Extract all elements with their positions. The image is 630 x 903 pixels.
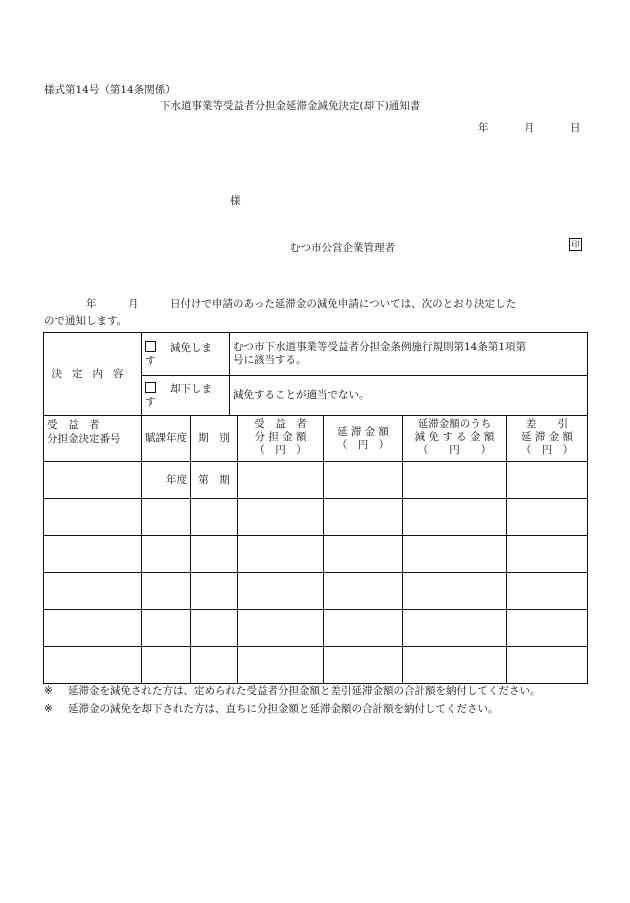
table-cell[interactable] <box>238 647 324 684</box>
table-row <box>44 462 588 499</box>
table-row <box>44 647 588 684</box>
date-month-label: 月 <box>524 122 535 134</box>
reject-option-label: 却下しま す <box>145 383 212 408</box>
cell-share-amount[interactable] <box>238 462 324 499</box>
cell-fiscal-year[interactable]: 年度 <box>142 462 191 499</box>
table-cell[interactable] <box>44 647 142 684</box>
table-cell[interactable] <box>507 536 588 573</box>
note-line-1 <box>44 682 541 700</box>
table-cell[interactable] <box>238 499 324 536</box>
table-cell[interactable] <box>44 499 142 536</box>
header-late-fee: 延 滞 金 額 （ 円 ） <box>324 416 403 462</box>
table-cell[interactable] <box>507 647 588 684</box>
table-cell[interactable] <box>44 610 142 647</box>
reject-checkbox[interactable] <box>145 382 156 393</box>
addressee-suffix: 様 <box>230 195 241 207</box>
header-exempt-amount: 延滞金額のうち 減 免 す る 金 額 （ 円 ） <box>403 416 507 462</box>
issuer-name: むつ市公営企業管理者 <box>290 242 395 254</box>
decision-reason-reject: 減免することが適当でない。 <box>230 376 588 416</box>
cell-net-late-fee[interactable] <box>507 462 588 499</box>
table-cell[interactable] <box>142 499 191 536</box>
table-cell[interactable] <box>403 647 507 684</box>
table-row <box>44 573 588 610</box>
table-cell[interactable] <box>238 610 324 647</box>
table-row <box>44 610 588 647</box>
note-line-2 <box>44 700 541 718</box>
detail-table <box>43 415 588 684</box>
table-cell[interactable] <box>142 536 191 573</box>
body-line-2: ので通知します。 <box>44 315 128 327</box>
table-cell[interactable] <box>238 573 324 610</box>
table-cell[interactable] <box>403 536 507 573</box>
cell-exempt-amount[interactable] <box>403 462 507 499</box>
cell-period[interactable]: 第 期 <box>191 462 238 499</box>
table-cell[interactable] <box>44 536 142 573</box>
approve-checkbox[interactable] <box>145 341 156 352</box>
table-cell[interactable] <box>324 610 403 647</box>
table-row <box>44 536 588 573</box>
note-text: 延滞金を減免された方は、定められた受益者分担金額と差引延滞金額の合計額を納付してください。 <box>68 685 541 697</box>
header-period: 期 別 <box>191 416 238 462</box>
header-share-amount: 受 益 者 分 担 金 額 （ 円 ） <box>238 416 324 462</box>
form-number: 様式第14号（第14条関係） <box>44 84 176 96</box>
table-cell[interactable] <box>507 573 588 610</box>
table-cell[interactable] <box>44 573 142 610</box>
cell-decision-number[interactable] <box>44 462 142 499</box>
body-line-1: 年 月 日付けで申請のあった延滞金の減免申請については、次のとおり決定した <box>44 298 517 310</box>
table-cell[interactable] <box>403 610 507 647</box>
detail-header-row <box>44 416 588 462</box>
table-cell[interactable] <box>403 573 507 610</box>
header-decision-number: 受 益 者 分担金決定番号 <box>44 416 142 462</box>
approve-option-label: 減免しま す <box>145 341 212 367</box>
decision-option-approve <box>142 333 230 376</box>
table-cell[interactable] <box>142 647 191 684</box>
date-day-label: 日 <box>570 122 581 134</box>
note-text: 延滞金の減免を却下された方は、直ちに分担金額と延滞金額の合計額を納付してください。 <box>68 703 499 715</box>
header-net-late-fee: 差 引 延 滞 金 額 （ 円 ） <box>507 416 588 462</box>
date-year-label: 年 <box>478 122 489 134</box>
decision-label: 決定内容 <box>44 333 142 416</box>
table-cell[interactable] <box>324 499 403 536</box>
note-mark: ※ <box>44 703 53 715</box>
table-cell[interactable] <box>191 647 238 684</box>
notice-body <box>44 296 588 330</box>
decision-row-approve <box>44 333 588 376</box>
table-cell[interactable] <box>324 536 403 573</box>
document-title: 下水道事業等受益者分担金延滞金減免決定(却下)通知書 <box>160 100 421 112</box>
table-cell[interactable] <box>142 610 191 647</box>
cell-late-fee[interactable] <box>324 462 403 499</box>
decision-table <box>43 332 588 416</box>
note-mark: ※ <box>44 685 53 697</box>
table-cell[interactable] <box>324 573 403 610</box>
notes <box>44 682 541 718</box>
decision-reason-approve: むつ市下水道事業等受益者分担金条例施行規則第14条第1項第 号に該当する。 <box>230 333 588 376</box>
table-cell[interactable] <box>191 499 238 536</box>
table-cell[interactable] <box>507 610 588 647</box>
table-cell[interactable] <box>191 573 238 610</box>
table-cell[interactable] <box>142 573 191 610</box>
table-row <box>44 499 588 536</box>
table-cell[interactable] <box>238 536 324 573</box>
table-cell[interactable] <box>191 536 238 573</box>
table-cell[interactable] <box>191 610 238 647</box>
table-cell[interactable] <box>403 499 507 536</box>
table-cell[interactable] <box>324 647 403 684</box>
seal-mark: 印 <box>569 238 582 251</box>
decision-option-reject <box>142 376 230 416</box>
table-cell[interactable] <box>507 499 588 536</box>
header-fiscal-year: 賦課年度 <box>142 416 191 462</box>
